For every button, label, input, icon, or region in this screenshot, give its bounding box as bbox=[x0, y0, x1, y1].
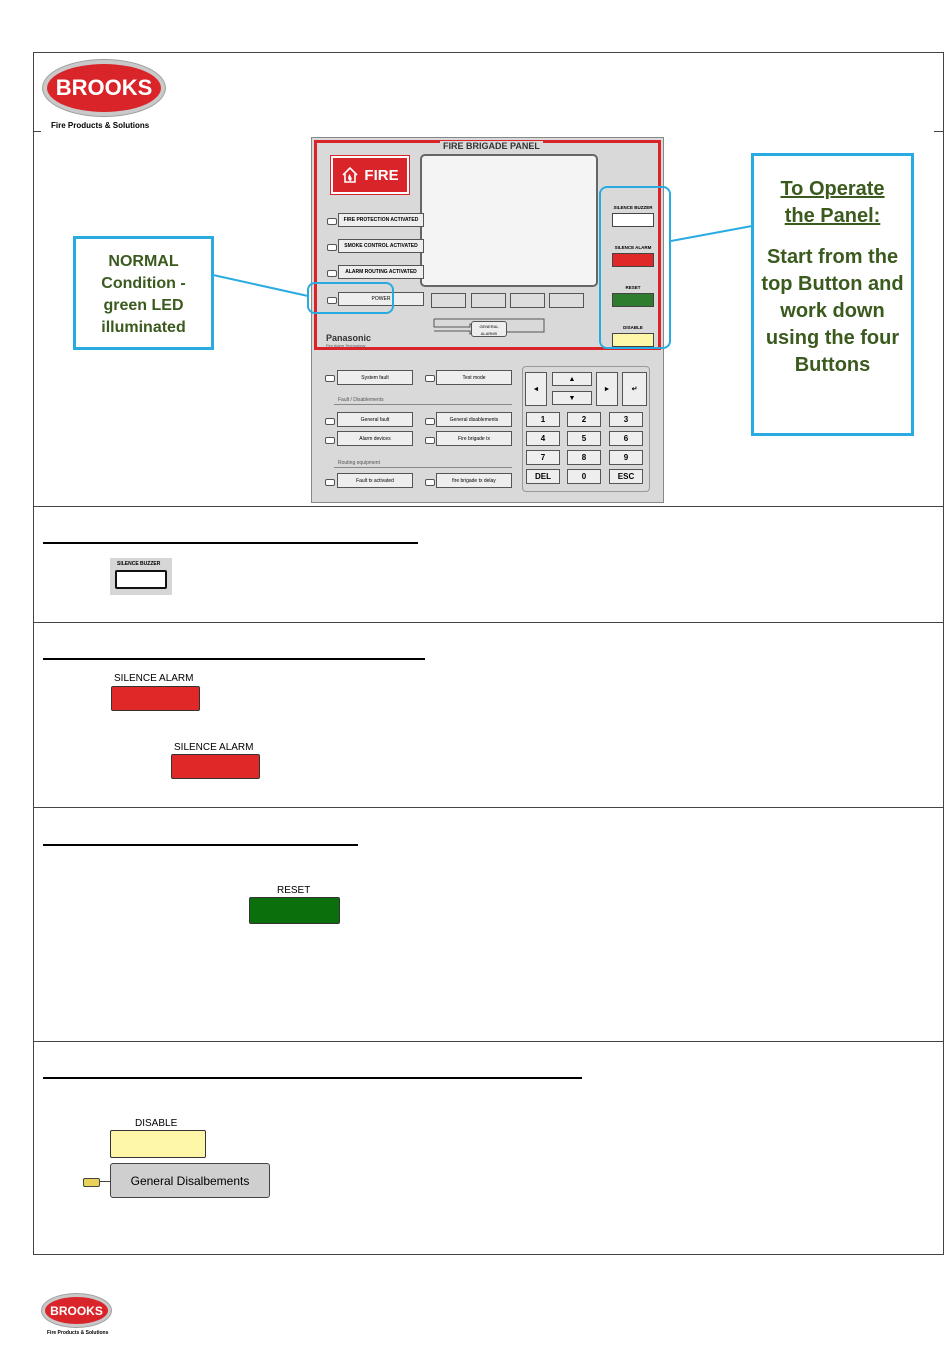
silence-alarm-label-a: SILENCE ALARM bbox=[114, 673, 194, 684]
disable-label: DISABLE bbox=[135, 1118, 178, 1129]
brooks-tagline-footer: Fire Products & Solutions bbox=[47, 1330, 109, 1336]
section2-heading-line bbox=[43, 658, 425, 660]
key-esc[interactable]: ESC bbox=[609, 469, 643, 484]
general-alarms-button[interactable]: GENERAL ALARMS bbox=[471, 321, 507, 337]
arrow-left-key[interactable]: ◄ bbox=[525, 372, 547, 406]
section-silence-alarm bbox=[33, 622, 944, 808]
section-reset bbox=[33, 807, 944, 1042]
silence-buzzer-illustration bbox=[110, 558, 172, 595]
general-fault-button[interactable]: General fault bbox=[337, 412, 413, 427]
general-disablements-text: General Disalbements bbox=[130, 1173, 250, 1188]
general-disablements-indicator bbox=[110, 1163, 270, 1198]
section4-heading-line bbox=[43, 1077, 582, 1079]
silence-alarm-button-b[interactable] bbox=[171, 754, 260, 779]
label-reset: RESET bbox=[625, 285, 641, 290]
key-7[interactable]: 7 bbox=[526, 450, 560, 465]
operate-panel-callout bbox=[751, 153, 914, 436]
silence-buzzer-button[interactable] bbox=[115, 570, 167, 589]
fire-brigade-delay-button[interactable]: fire brigade tx delay bbox=[436, 473, 512, 488]
indicator-alarm-routing: ALARM ROUTING ACTIVATED bbox=[338, 265, 424, 279]
brooks-logo-text: BROOKS bbox=[55, 75, 153, 100]
normal-condition-callout bbox=[73, 236, 214, 350]
key-del[interactable]: DEL bbox=[526, 469, 560, 484]
normal-condition-text: NORMAL Condition - green LED illuminated bbox=[101, 253, 186, 336]
silence-alarm-label-b: SILENCE ALARM bbox=[174, 742, 254, 753]
arrow-down-key[interactable]: ▼ bbox=[552, 391, 592, 405]
key-9[interactable]: 9 bbox=[609, 450, 643, 465]
key-6[interactable]: 6 bbox=[609, 431, 643, 446]
operate-body: Start from the top Button and work down using the four Buttons bbox=[761, 246, 904, 376]
enter-key[interactable]: ↵ bbox=[622, 372, 647, 406]
key-4[interactable]: 4 bbox=[526, 431, 560, 446]
brooks-tagline: Fire Products & Solutions bbox=[51, 121, 150, 130]
section-routing-equipment: Routing equipment bbox=[338, 460, 380, 466]
key-8[interactable]: 8 bbox=[567, 450, 601, 465]
label-silence-buzzer: SILENCE BUZZER bbox=[613, 205, 653, 210]
system-fault-button[interactable]: System fault bbox=[337, 370, 413, 385]
panel-title: FIRE BRIGADE PANEL bbox=[440, 141, 543, 151]
disable-button[interactable] bbox=[110, 1130, 206, 1158]
key-2[interactable]: 2 bbox=[567, 412, 601, 427]
reset-button[interactable] bbox=[249, 897, 340, 924]
disablement-led-connector bbox=[99, 1181, 110, 1182]
test-mode-button[interactable]: Test mode bbox=[436, 370, 512, 385]
reset-label: RESET bbox=[277, 885, 311, 896]
key-0[interactable]: 0 bbox=[567, 469, 601, 484]
operate-title-line1: To Operate bbox=[780, 178, 885, 200]
indicator-fire-protection: FIRE PROTECTION ACTIVATED bbox=[338, 213, 424, 227]
arrow-up-key[interactable]: ▲ bbox=[552, 372, 592, 386]
brooks-logo-footer bbox=[42, 1294, 111, 1327]
label-disable: DISABLE bbox=[623, 325, 643, 330]
alarm-devices-button[interactable]: Alarm devices bbox=[337, 431, 413, 446]
key-3[interactable]: 3 bbox=[609, 412, 643, 427]
indicator-power: POWER bbox=[338, 292, 424, 306]
section-fault-disablements: Fault / Disablements bbox=[338, 397, 384, 403]
section3-heading-line bbox=[43, 844, 358, 846]
silence-alarm-button-a[interactable] bbox=[111, 686, 200, 711]
brooks-logo-footer-text: BROOKS bbox=[50, 1303, 103, 1318]
fire-label: FIRE bbox=[364, 166, 399, 184]
panasonic-logo: Panasonic bbox=[326, 333, 372, 343]
label-silence-alarm: SILENCE ALARM bbox=[614, 245, 652, 250]
fire-brigade-tx-button[interactable]: Fire brigade tx bbox=[436, 431, 512, 446]
panasonic-subtitle: Fire Alarm Technology bbox=[326, 343, 366, 348]
disablement-led bbox=[83, 1178, 100, 1187]
section1-heading-line bbox=[43, 542, 418, 544]
key-1[interactable]: 1 bbox=[526, 412, 560, 427]
arrow-right-key[interactable]: ► bbox=[596, 372, 618, 406]
key-5[interactable]: 5 bbox=[567, 431, 601, 446]
general-disablements-button[interactable]: General disablements bbox=[436, 412, 512, 427]
fault-tx-activated-button[interactable]: Fault tx activated bbox=[337, 473, 413, 488]
operate-title-line2: the Panel: bbox=[784, 205, 881, 227]
indicator-smoke-control: SMOKE CONTROL ACTIVATED bbox=[338, 239, 424, 253]
silence-buzzer-label: SILENCE BUZZER bbox=[117, 561, 161, 567]
